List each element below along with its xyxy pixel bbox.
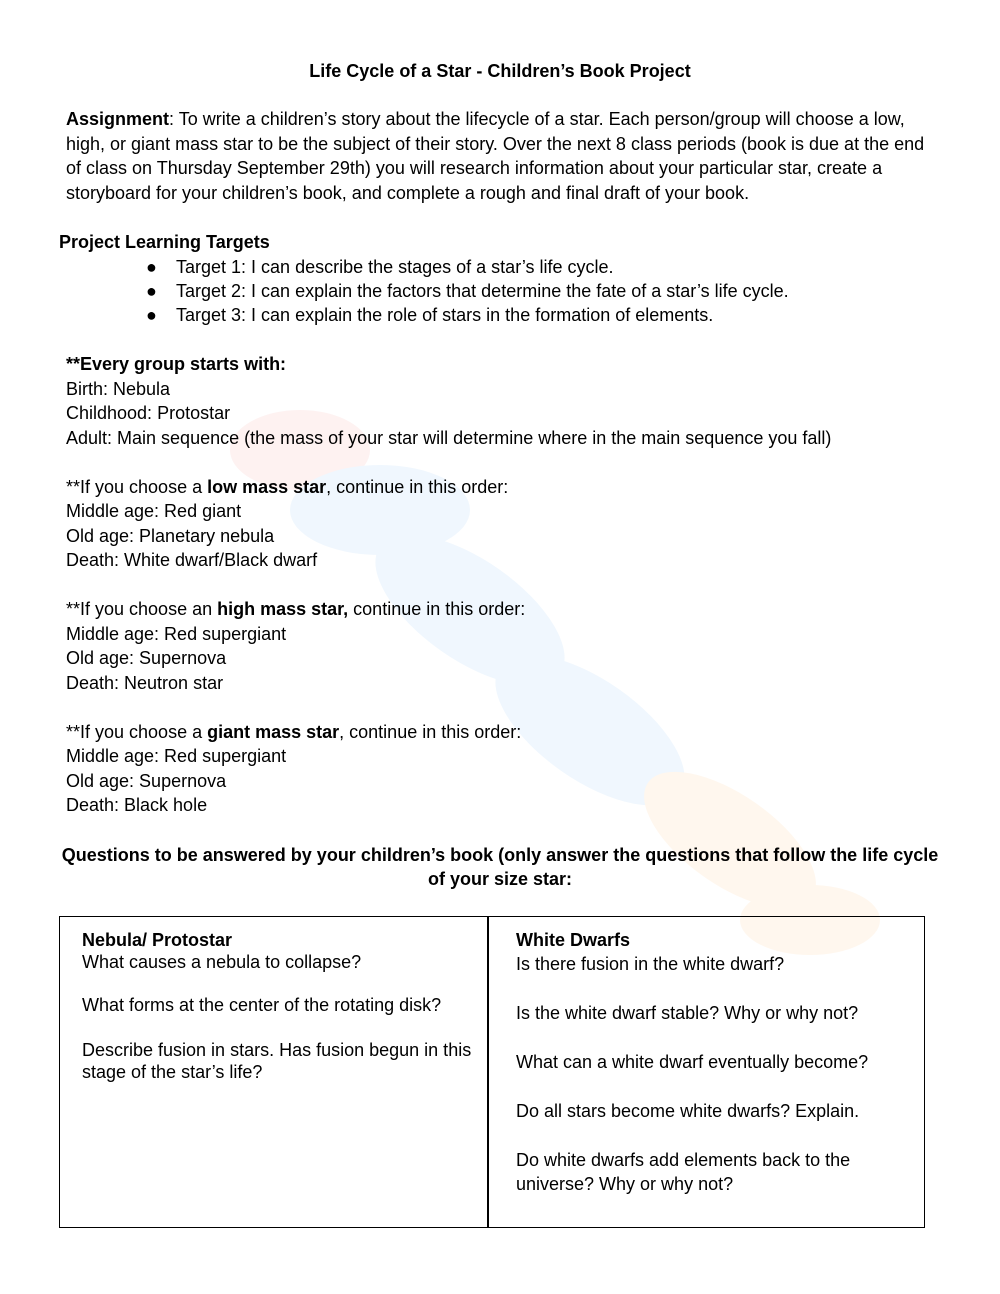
bullet-icon: ● — [146, 257, 157, 277]
stage-line: Death: Black hole — [66, 795, 208, 815]
target-item: ● Target 3: I can explain the role of stars in the formation of elements. — [146, 305, 714, 325]
bullet-icon: ● — [146, 305, 157, 325]
targets-heading: Project Learning Targets — [59, 232, 270, 252]
question: Describe fusion in stars. Has fusion begun in this — [82, 1040, 472, 1060]
low-mass-heading: **If you choose a low mass star, continue in this order: — [66, 477, 509, 497]
stage-line: Middle age: Red giant — [66, 501, 242, 521]
target-item: ● Target 2: I can explain the factors that determine the fate of a star’s life cycle. — [146, 281, 789, 301]
stage-line: Old age: Supernova — [66, 648, 227, 668]
table-divider — [487, 917, 489, 1227]
question: Do all stars become white dwarfs? Explain. — [516, 1101, 860, 1121]
stage-line: Old age: Planetary nebula — [66, 526, 275, 546]
stage-line: Death: Neutron star — [66, 673, 224, 693]
question: What forms at the center of the rotating disk? — [82, 995, 442, 1015]
question: What can a white dwarf eventually become? — [516, 1052, 869, 1072]
questions-heading: Questions to be answered by your children’s book (only answer the questions that follow the life cycle — [61, 845, 939, 865]
question: Do white dwarfs add elements back to the — [516, 1150, 851, 1170]
target-item: ● Target 1: I can describe the stages of a star’s life cycle. — [146, 257, 614, 277]
page-title: Life Cycle of a Star - Children’s Book Project — [309, 61, 691, 81]
every-group-heading: **Every group starts with: — [66, 354, 287, 374]
right-cell-heading: White Dwarfs — [516, 930, 631, 950]
stage-line: Birth: Nebula — [66, 379, 171, 399]
assignment-paragraph — [66, 107, 934, 205]
stage-line: Old age: Supernova — [66, 771, 227, 791]
question: Is the white dwarf stable? Why or why not? — [516, 1003, 859, 1023]
stage-line: Death: White dwarf/Black dwarf — [66, 550, 318, 570]
giant-mass-heading: **If you choose a giant mass star, continue in this order: — [66, 722, 522, 742]
question: What causes a nebula to collapse? — [82, 952, 362, 972]
stage-line: Childhood: Protostar — [66, 403, 231, 423]
high-mass-heading: **If you choose an high mass star, continue in this order: — [66, 599, 526, 619]
questions-table — [59, 916, 925, 1228]
question: stage of the star’s life? — [82, 1062, 263, 1082]
question: Is there fusion in the white dwarf? — [516, 954, 785, 974]
assignment-text: : To write a children’s story about the lifecycle of a star. Each person/group will choose a low, high, or giant mass star to be the subject of their story. Over the next 8 class periods (book is due at the end of class on Thursday September 29th) you will research information about your particular star, create a storyboard for your children’s book, and complete a rough and final draft of your book. — [66, 109, 925, 203]
stage-line: Middle age: Red supergiant — [66, 624, 287, 644]
stage-line: Adult: Main sequence (the mass of your star will determine where in the main sequence you fall) — [66, 428, 832, 448]
questions-heading-line2: of your size star: — [427, 869, 573, 889]
stage-line: Middle age: Red supergiant — [66, 746, 287, 766]
bullet-icon: ● — [146, 281, 157, 301]
assignment-label: Assignment — [66, 109, 170, 129]
question: universe? Why or why not? — [516, 1174, 734, 1194]
left-cell-heading: Nebula/ Protostar — [82, 930, 233, 950]
